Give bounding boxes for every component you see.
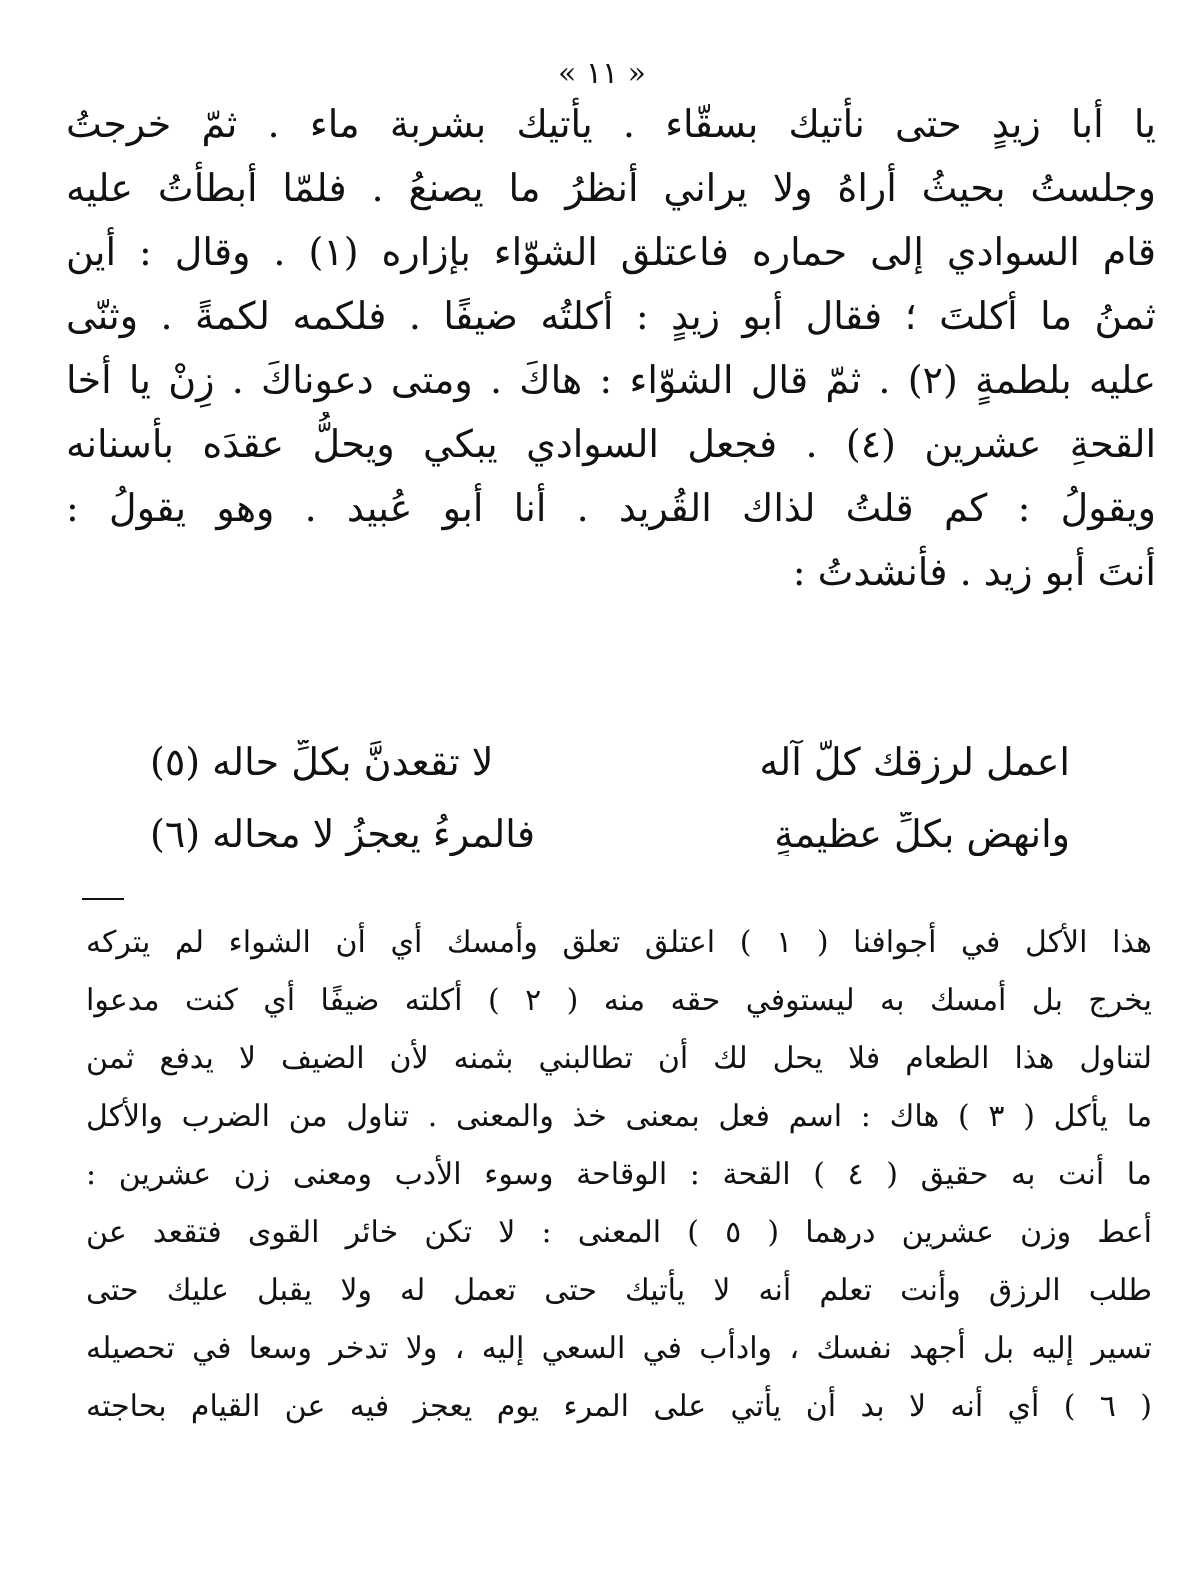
footnote-line: ( ٦ ) أي أنه لا بد أن يأتي على المرء يوم يعجز فيه عن القيام بحاجته bbox=[86, 1389, 1152, 1424]
verse-first-hemistich: وانهض بكلِّ عظيمةٍ bbox=[774, 812, 1070, 856]
main-text-line: وجلستُ بحيثُ أراهُ ولا يراني أنظرُ ما يصنعُ . فلمّا أبطأتُ عليه bbox=[66, 166, 1156, 210]
verse-first-hemistich: اعمل لرزقك كلَّ آله bbox=[759, 740, 1070, 784]
main-text-line: القحةِ عشرين (٤) . فجعل السوادي يبكي ويحلُّ عقدَه بأسنانه bbox=[66, 422, 1156, 466]
footnote-line: هذا الأكل في أجوافنا ( ١ ) اعتلق تعلق وأمسك أي أن الشواء لم يتركه bbox=[86, 925, 1152, 960]
main-text-line: أنتَ أبو زيد . فأنشدتُ : bbox=[792, 550, 1156, 594]
footnote-separator bbox=[82, 898, 124, 900]
footnote-line: تسير إليه بل أجهد نفسك ، وادأب في السعي إليه ، ولا تدخر وسعا في تحصيله bbox=[86, 1331, 1152, 1366]
footnote-line: ما يأكل ( ٣ ) هاك : اسم فعل بمعنى خذ والمعنى . تناول من الضرب والأكل bbox=[86, 1099, 1152, 1134]
footnote-line: لتناول هذا الطعام فلا يحل لك أن تطالبني بثمنه لأن الضيف لا يدفع ثمن bbox=[86, 1041, 1152, 1076]
footnote-line: أعط وزن عشرين درهما ( ٥ ) المعنى : لا تكن خائر القوى فتقعد عن bbox=[86, 1215, 1152, 1250]
main-text-line: عليه بلطمةٍ (٢) . ثمّ قال الشوّاء : هاكَ . ومتى دعوناكَ . زِنْ يا أخا bbox=[66, 358, 1156, 402]
page-number: « ١١ » bbox=[557, 56, 646, 91]
main-text-line: يا أبا زيدٍ حتى نأتيك بسقّاء . يأتيك بشربة ماء . ثمّ خرجتُ bbox=[66, 102, 1156, 146]
main-text-line: ويقولُ : كم قلتُ لذاك القُريد . أنا أبو عُبيد . وهو يقولُ : bbox=[66, 486, 1156, 530]
footnotes-block bbox=[86, 914, 1152, 1436]
verse-line bbox=[150, 726, 1070, 798]
main-text-line: ثمنُ ما أكلتَ ؛ فقال أبو زيدٍ : أكلتُه ضيفًا . فلكمه لكمةً . وثنّى bbox=[66, 294, 1156, 338]
verse-second-hemistich: فالمرءُ يعجزُ لا محاله (٦) bbox=[150, 812, 536, 856]
verse-second-hemistich: لا تقعدنَّ بكلِّ حاله (٥) bbox=[150, 740, 494, 784]
footnote-line: طلب الرزق وأنت تعلم أنه لا يأتيك حتى تعمل له ولا يقبل عليك حتى bbox=[86, 1273, 1152, 1308]
main-text-block bbox=[66, 92, 1156, 604]
main-text-line: قام السوادي إلى حماره فاعتلق الشوّاء بإزاره (١) . وقال : أين bbox=[66, 230, 1156, 274]
footnote-line: يخرج بل أمسك به ليستوفي حقه منه ( ٢ ) أكلته ضيفًا أي كنت مدعوا bbox=[86, 983, 1152, 1018]
verse-line bbox=[150, 798, 1070, 870]
footnote-line: ما أنت به حقيق ( ٤ ) القحة : الوقاحة وسوء الأدب ومعنى زن عشرين : bbox=[86, 1157, 1152, 1192]
poem-verses bbox=[150, 726, 1070, 870]
